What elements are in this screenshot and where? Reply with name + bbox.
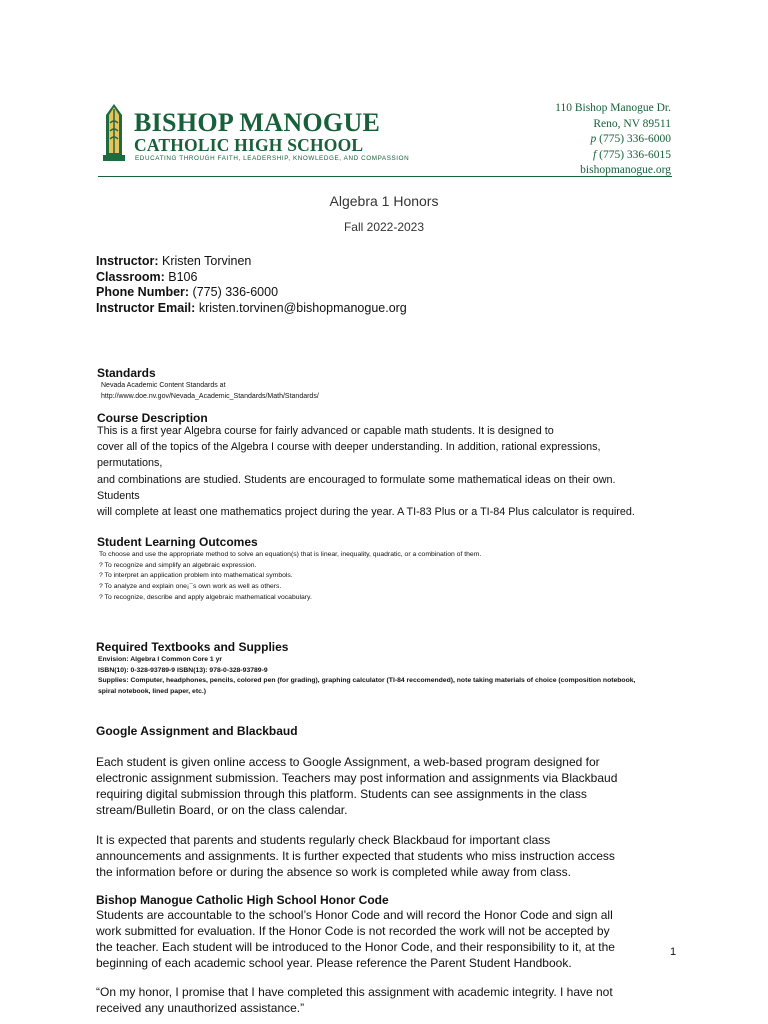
school-address <box>555 101 671 179</box>
school-website[interactable]: bishopmanogue.org <box>580 164 671 176</box>
paragraph-line: requiring digital submission through this platform. Students can see assignments in the class <box>96 787 587 801</box>
phone-prefix: p <box>590 133 597 145</box>
paragraph-line: beginning of each academic school year. Please reference the Parent Student Handbook. <box>96 956 572 970</box>
instructor-info <box>96 254 407 316</box>
standards-text: Nevada Academic Content Standards at <box>101 382 226 389</box>
description-line: cover all of the topics of the Algebra I course with deeper understanding. In addition, rational expressions, <box>97 441 601 454</box>
paragraph-line: work submitted for evaluation. If the Honor Code is not recorded the work will not be accepted by <box>96 924 610 938</box>
course-description <box>97 423 677 520</box>
school-tagline: EDUCATING THROUGH FAITH, LEADERSHIP, KNOWLEDGE, AND COMPASSION <box>135 155 410 162</box>
google-heading: Google Assignment and Blackbaud <box>96 724 298 738</box>
google-paragraph-1 <box>96 754 676 818</box>
paragraph-line: stream/Bulletin Board, or on the class calendar. <box>96 803 348 817</box>
textbook-line: Supplies: Computer, headphones, pencils, colored pen (for grading), graphing calculator (TI-84 reccomended), note taking materials of choice (composition notebook, <box>98 677 636 685</box>
paragraph-line: Each student is given online access to Google Assignment, a web-based program designed for <box>96 755 600 769</box>
header-divider <box>98 176 672 177</box>
paragraph-line: Students are accountable to the school’s Honor Code and will record the Honor Code and sign all <box>96 908 613 922</box>
outcome-item: ? To interpret an application problem into mathematical symbols. <box>99 572 293 580</box>
address-fax: f (775) 336-6015 <box>593 148 671 161</box>
paragraph-line: the teacher. Each student will be introduced to the Honor Code, and their responsibility to it, at the <box>96 940 615 954</box>
course-title: Algebra 1 Honors <box>329 193 439 209</box>
quote-line: “On my honor, I promise that I have completed this assignment with academic integrity. I have not <box>96 985 613 999</box>
page-number: 1 <box>670 946 677 958</box>
textbooks-heading: Required Textbooks and Supplies <box>96 640 289 654</box>
outcome-item: ? To recognize and simplify an algebraic expression. <box>99 561 257 569</box>
course-description-heading: Course Description <box>97 411 208 425</box>
paragraph-line: electronic assignment submission. Teachers may post information and assignments via Blackbaud <box>96 771 618 785</box>
paragraph-line: announcements and assignments. It is further expected that students who miss instruction access <box>96 849 615 863</box>
school-name-line1: BISHOP MANOGUE <box>134 108 381 137</box>
description-line: and combinations are studied. Students are encouraged to formulate some mathematical ideas on their own. <box>97 473 616 486</box>
outcomes-list <box>99 550 481 604</box>
outcome-item: ? To recognize, describe and apply algebraic mathematical vocabulary. <box>99 593 312 601</box>
instructor-row: Instructor: Kristen Torvinen <box>96 254 252 268</box>
textbook-line: spiral notebook, lined paper, etc.) <box>98 688 207 696</box>
address-phone: p (775) 336-6000 <box>590 133 671 145</box>
email-row: Instructor Email: kristen.torvinen@bishopmanogue.org <box>96 300 407 315</box>
paragraph-line: It is expected that parents and students regularly check Blackbaud for important class <box>96 833 551 847</box>
outcome-item: ? To analyze and explain one¡¯s own work as well as others. <box>99 583 282 591</box>
standards-link[interactable]: http://www.doe.nv.gov/Nevada_Academic_Standards/Math/Standards/ <box>101 393 319 400</box>
textbooks-list <box>98 655 635 698</box>
quote-line: received any unauthorized assistance.” <box>96 1001 305 1015</box>
school-crest-icon <box>100 103 128 165</box>
description-line: This is a first year Algebra course for fairly advanced or capable math students. It is designed to <box>97 425 554 437</box>
classroom-row: Classroom: B106 <box>96 269 198 284</box>
standards-heading: Standards <box>97 366 156 380</box>
google-paragraph-2 <box>96 832 676 880</box>
paragraph-line: the information before or during the absence so work is completed while away from class. <box>96 865 571 879</box>
description-line: permutations, <box>97 457 163 470</box>
address-city: Reno, NV 89511 <box>593 117 671 130</box>
textbook-line: Envision: Algebra I Common Core 1 yr <box>98 656 223 663</box>
fax-prefix: f <box>593 148 597 161</box>
honor-code-heading: Bishop Manogue Catholic High School Honor Code <box>96 893 389 907</box>
honor-code-paragraph <box>96 907 676 971</box>
honor-code-quote <box>96 984 676 1016</box>
course-term: Fall 2022-2023 <box>343 220 425 234</box>
description-line: Students <box>97 489 140 502</box>
phone-row: Phone Number: (775) 336-6000 <box>96 285 279 299</box>
address-street: 110 Bishop Manogue Dr. <box>555 102 671 114</box>
school-name-line2: CATHOLIC HIGH SCHOOL <box>134 135 364 155</box>
textbook-line: ISBN(10): 0-328-93789-9 ISBN(13): 978-0-328-93789-9 <box>98 666 268 674</box>
outcome-item: To choose and use the appropriate method to solve an equation(s) that is linear, inequality, quadratic, or a combination of them. <box>99 551 482 558</box>
description-line: will complete at least one mathematics project during the year. A TI-83 Plus or a TI-84 Plus calculator is required. <box>97 506 635 519</box>
outcomes-heading: Student Learning Outcomes <box>97 535 258 549</box>
